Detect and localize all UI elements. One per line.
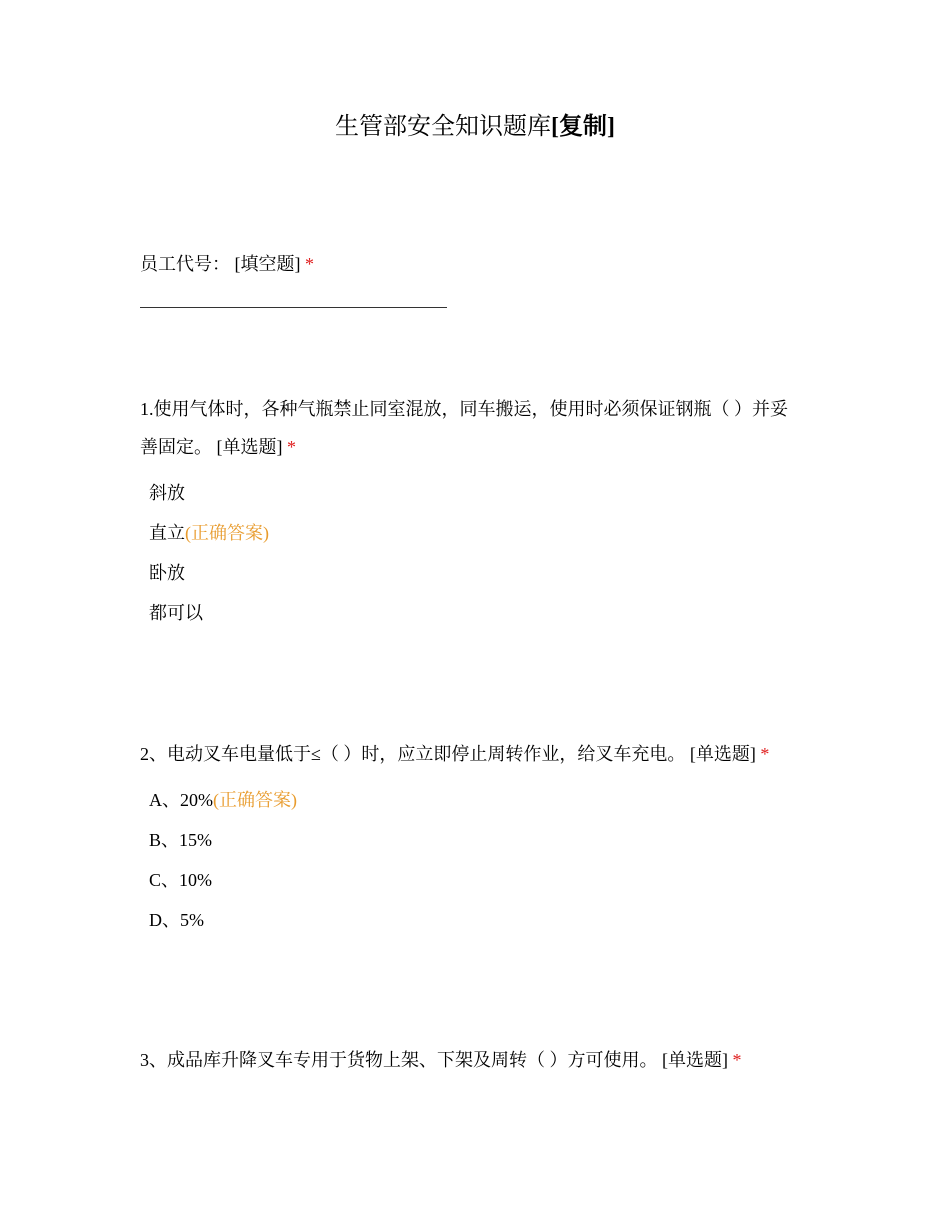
question-2-option-d[interactable] [149, 908, 204, 932]
question-1-line-2-text: 善固定。 [140, 437, 212, 457]
question-type-tag: [单选题] [662, 1050, 728, 1070]
question-2-option-c[interactable] [149, 868, 212, 892]
required-mark: * [305, 254, 314, 274]
question-2-stem: 2、电动叉车电量低于≤（ ）时，应立即停止周转作业，给叉车充电。 [140, 744, 686, 764]
question-2-text [140, 735, 820, 773]
question-1-option-c[interactable] [149, 561, 185, 585]
question-1-text [140, 390, 820, 466]
question-type-tag: [填空题] [234, 254, 301, 274]
option-label: 直立 [149, 523, 185, 543]
question-1-option-a[interactable] [149, 481, 185, 505]
question-type-tag: [单选题] [689, 744, 756, 764]
page-title [0, 110, 950, 144]
option-label: D、5% [149, 910, 204, 930]
question-3-stem: 3、成品库升降叉车专用于货物上架、下架及周转（ ）方可使用。 [140, 1050, 658, 1070]
option-label: 斜放 [149, 483, 185, 503]
employee-id-question [140, 245, 820, 283]
required-mark: * [732, 1050, 742, 1070]
question-2-option-a[interactable] [149, 788, 297, 812]
option-label: 都可以 [149, 603, 203, 623]
question-1-option-b[interactable] [149, 521, 269, 545]
option-label: C、10% [149, 870, 212, 890]
question-1-line-2 [140, 428, 820, 466]
question-1-option-d[interactable] [149, 601, 203, 625]
option-label: B、15% [149, 830, 212, 850]
required-mark: * [760, 744, 770, 764]
option-label: A、20% [149, 790, 213, 810]
title-main: 生管部安全知识题库 [335, 114, 551, 140]
employee-id-input[interactable] [140, 307, 447, 308]
option-label: 卧放 [149, 563, 185, 583]
question-3-text [140, 1041, 820, 1079]
question-type-tag: [单选题] [216, 437, 283, 457]
question-1-line-1: 1.使用气体时，各种气瓶禁止同室混放，同车搬运，使用时必须保证钢瓶（ ）并妥 [140, 399, 788, 419]
title-suffix: [复制] [551, 114, 615, 140]
required-mark: * [287, 437, 296, 457]
correct-answer-note: (正确答案) [213, 790, 297, 810]
correct-answer-note: (正确答案) [185, 523, 269, 543]
employee-id-label: 员工代号： [140, 254, 230, 274]
question-2-option-b[interactable] [149, 828, 212, 852]
